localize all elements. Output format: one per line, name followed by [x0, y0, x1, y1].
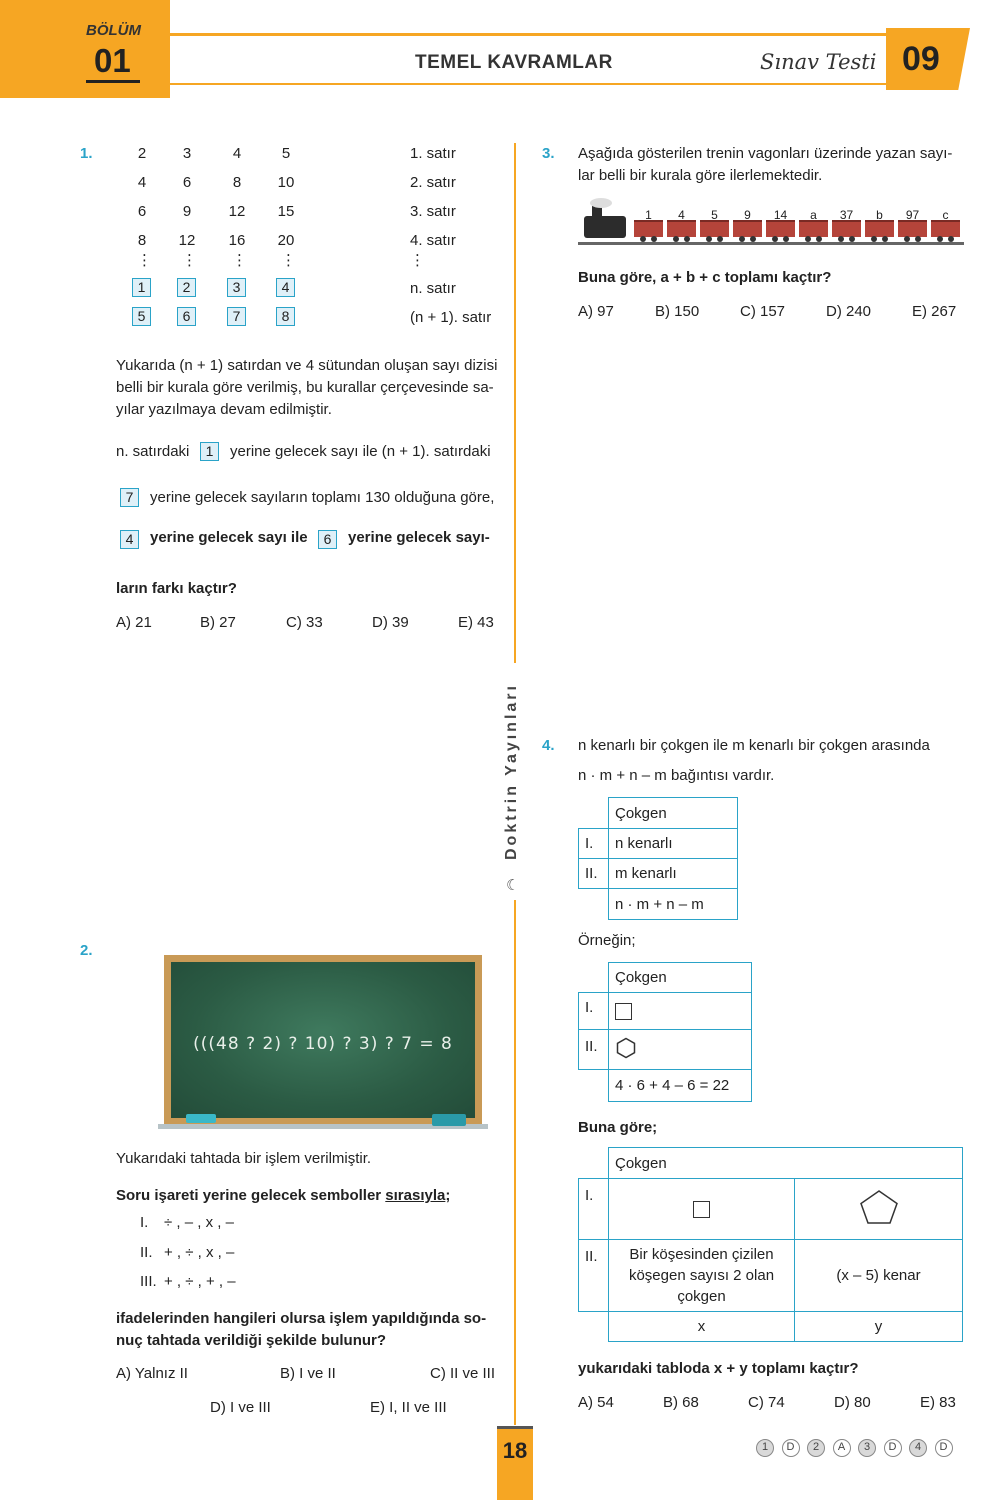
q4-table-question: [578, 1147, 963, 1342]
t3-square-cell: [609, 1179, 795, 1240]
chalkboard: [164, 955, 482, 1127]
test-number: 09: [902, 40, 940, 78]
q1-answer-box: 6: [177, 307, 196, 326]
answer-key-question: 2: [807, 1439, 825, 1457]
q1-cell: 4: [137, 174, 147, 191]
t1-result: n · m + n – m: [609, 889, 738, 920]
q2-option-d[interactable]: D) I ve III: [210, 1399, 271, 1416]
q3-option-d[interactable]: D) 240: [826, 303, 872, 320]
q1-answer-box: 7: [227, 307, 246, 326]
eraser-icon: [186, 1114, 216, 1123]
chalkboard-expression: (((48 ? 2) ? 10) ? 3) ? 7 = 8: [193, 1034, 453, 1054]
q1-cell: 12: [228, 203, 246, 220]
wagon: [931, 220, 960, 237]
q1-line3-b: yerine gelecek sayı-: [348, 529, 490, 546]
wagon: [634, 220, 663, 237]
t2-hexagon-cell: [609, 1030, 752, 1070]
q1-cell: 15: [277, 203, 295, 220]
q1-cell: 8: [232, 174, 242, 191]
q1-number: 1.: [80, 145, 93, 162]
t2-header: Çokgen: [609, 963, 752, 993]
q1-vertical-dots: ⋮: [281, 252, 296, 269]
column-divider-bottom: [514, 900, 516, 1425]
q2-item-2-roman: II.: [140, 1244, 153, 1261]
q1-line3-box1: 4: [120, 530, 139, 549]
q2-option-b[interactable]: B) I ve II: [280, 1365, 336, 1382]
q2-option-e[interactable]: E) I, II ve III: [370, 1399, 447, 1416]
q2-question-1: ifadelerinden hangileri olursa işlem yapıldığında so-: [116, 1310, 487, 1327]
wheel-icon: [816, 236, 822, 242]
q1-answer-box: 4: [276, 278, 295, 297]
wheel-icon: [915, 236, 921, 242]
q1-line1-box: 1: [200, 442, 219, 461]
wagon: [865, 220, 894, 237]
q1-cell: 16: [228, 232, 246, 249]
wheel-icon: [849, 236, 855, 242]
column-divider-top: [514, 143, 516, 663]
locomotive-icon: [584, 216, 626, 238]
t3-row2-right: (x – 5) kenar: [795, 1240, 963, 1312]
t2-result: 4 · 6 + 4 – 6 = 22: [609, 1070, 752, 1102]
q4-table-definition: [578, 797, 738, 920]
wagon-label: 5: [711, 208, 718, 222]
q2-item-3-roman: III.: [140, 1273, 157, 1290]
q1-cell: 10: [277, 174, 295, 191]
q4-question: yukarıdaki tabloda x + y toplamı kaçtır?: [578, 1360, 859, 1377]
wagon-label: 4: [678, 208, 685, 222]
q1-answer-box: 8: [276, 307, 295, 326]
q1-para-3: yılar yazılmaya devam edilmiştir.: [116, 401, 332, 418]
wheel-icon: [805, 236, 811, 242]
wheel-icon: [651, 236, 657, 242]
q1-answer-box: 1: [132, 278, 151, 297]
wheel-icon: [640, 236, 646, 242]
wheel-icon: [673, 236, 679, 242]
publisher-logo-icon: ☾: [506, 877, 520, 894]
q3-line2: lar belli bir kurala göre ilerlemektedir.: [578, 167, 823, 184]
wheel-icon: [882, 236, 888, 242]
wagon: [832, 220, 861, 237]
header-line-bottom: [165, 83, 895, 85]
sinav-testi-label: Sınav Testi: [760, 50, 877, 74]
q4-ornegin: Örneğin;: [578, 932, 636, 949]
wheel-icon: [684, 236, 690, 242]
q1-option-e[interactable]: E) 43: [458, 614, 494, 631]
q1-cell: 12: [178, 232, 196, 249]
t3-roman-1: I.: [579, 1179, 609, 1240]
t3-y: y: [795, 1312, 963, 1342]
q1-line1-b: yerine gelecek sayı ile (n + 1). satırdaki: [230, 443, 491, 460]
q1-row-label: n. satır: [410, 280, 456, 297]
wheel-icon: [706, 236, 712, 242]
q3-option-e[interactable]: E) 267: [912, 303, 957, 320]
wheel-icon: [717, 236, 723, 242]
q1-row-label: 4. satır: [410, 232, 456, 249]
q1-row-label: 2. satır: [410, 174, 456, 191]
q3-option-c[interactable]: C) 157: [740, 303, 786, 320]
publisher-side-label: Doktrin Yayınları: [503, 683, 520, 860]
q2-option-c[interactable]: C) II ve III: [430, 1365, 496, 1382]
chalkboard-surface: [171, 962, 475, 1118]
q4-buna-gore: Buna göre;: [578, 1119, 658, 1136]
q1-option-c[interactable]: C) 33: [286, 614, 323, 631]
q3-option-a[interactable]: A) 97: [578, 303, 614, 320]
q1-line3-a: yerine gelecek sayı ile: [150, 529, 308, 546]
q1-answer-box: 5: [132, 307, 151, 326]
hexagon-icon: [615, 1037, 637, 1059]
t1-row-2: m kenarlı: [609, 859, 738, 889]
wheel-icon: [838, 236, 844, 242]
q1-answer-box: 2: [177, 278, 196, 297]
q1-line2-box: 7: [120, 488, 139, 507]
q3-number: 3.: [542, 145, 555, 162]
wheel-icon: [904, 236, 910, 242]
q1-row-label: 1. satır: [410, 145, 456, 162]
wheel-icon: [783, 236, 789, 242]
square-icon: [615, 1003, 632, 1020]
q2-line2-underlined: sırasıyla: [385, 1187, 446, 1204]
t2-square-cell: [609, 993, 752, 1030]
wheel-icon: [750, 236, 756, 242]
chalk-eraser-icon: [432, 1114, 466, 1126]
t3-pentagon-cell: [795, 1179, 963, 1240]
wagon-label: a: [810, 208, 817, 222]
t2-roman-1: I.: [579, 993, 609, 1030]
wagon: [898, 220, 927, 237]
t3-row2-left: Bir köşesinden çizilen köşegen sayısı 2 olan çokgen: [609, 1240, 795, 1312]
answer-key-answer: A: [833, 1439, 851, 1457]
q2-line2: [116, 1187, 450, 1204]
header-line: [165, 33, 895, 36]
q1-row-label: 3. satır: [410, 203, 456, 220]
q1-cell: 4: [232, 145, 242, 162]
q2-item-3-text: + , ÷ , + , –: [164, 1273, 236, 1290]
wagon-label: 97: [905, 208, 920, 222]
page-number: 18: [502, 1438, 528, 1463]
q1-option-a[interactable]: A) 21: [116, 614, 152, 631]
q1-row-label: (n + 1). satır: [410, 309, 492, 326]
q2-number: 2.: [80, 942, 93, 959]
wagon-label: b: [876, 208, 883, 222]
q1-line3-box2: 6: [318, 530, 337, 549]
q1-answer-box: 3: [227, 278, 246, 297]
bolum-number: 01: [94, 42, 131, 79]
t3-roman-2: II.: [579, 1240, 609, 1312]
q3-question: Buna göre, a + b + c toplamı kaçtır?: [578, 269, 832, 286]
wagon: [799, 220, 828, 237]
q1-line1-a: n. satırdaki: [116, 443, 190, 460]
answer-key-question: 4: [909, 1439, 927, 1457]
q2-line1: Yukarıdaki tahtada bir işlem verilmiştir.: [116, 1150, 372, 1167]
q4-table-example: [578, 962, 752, 1102]
q4-option-c[interactable]: C) 74: [748, 1394, 785, 1411]
q1-label-dots: ⋮: [410, 252, 425, 269]
t1-header: Çokgen: [609, 798, 738, 829]
q1-cell: 9: [182, 203, 192, 220]
t1-roman-1: I.: [579, 829, 609, 859]
q1-cell: 5: [281, 145, 291, 162]
q1-cell: 3: [182, 145, 192, 162]
q1-para-2: belli bir kurala göre verilmiş, bu kurallar çerçevesinde sa-: [116, 379, 494, 396]
header-band: [0, 0, 170, 98]
q4-option-e[interactable]: E) 83: [920, 1394, 956, 1411]
answer-key-question: 1: [756, 1439, 774, 1457]
q2-line2-b: ;: [445, 1187, 451, 1204]
bolum-label: BÖLÜM: [86, 22, 141, 39]
wheel-icon: [871, 236, 877, 242]
q4-option-a[interactable]: A) 54: [578, 1394, 614, 1411]
q2-item-1-roman: I.: [140, 1214, 149, 1231]
wagon-label: 1: [645, 208, 652, 222]
t3-x: x: [609, 1312, 795, 1342]
q1-question-end: ların farkı kaçtır?: [116, 580, 237, 597]
q2-item-2-text: + , ÷ , x , –: [164, 1244, 235, 1261]
q1-cell: 6: [182, 174, 192, 191]
wagon-label: 9: [744, 208, 751, 222]
q2-line2-a: Soru işareti yerine gelecek semboller: [116, 1187, 386, 1204]
wagon: [766, 220, 795, 237]
q1-cell: 20: [277, 232, 295, 249]
q2-question-2: nuç tahtada verildiği şekilde bulunur?: [116, 1332, 387, 1349]
q1-cell: 2: [137, 145, 147, 162]
q3-option-b[interactable]: B) 150: [655, 303, 700, 320]
answer-key-question: 3: [858, 1439, 876, 1457]
q4-number: 4.: [542, 737, 555, 754]
q1-option-d[interactable]: D) 39: [372, 614, 409, 631]
train-rail: [578, 242, 964, 245]
t1-roman-2: II.: [579, 859, 609, 889]
q1-line2-b: yerine gelecek sayıların toplamı 130 olduğuna göre,: [150, 489, 495, 506]
answer-key-answer: D: [782, 1439, 800, 1457]
wheel-icon: [772, 236, 778, 242]
t3-header: Çokgen: [609, 1148, 963, 1179]
q2-option-a[interactable]: A) Yalnız II: [116, 1365, 188, 1382]
pentagon-icon: [859, 1189, 899, 1225]
t1-row-1: n kenarlı: [609, 829, 738, 859]
q4-line1: n kenarlı bir çokgen ile m kenarlı bir çokgen arasında: [578, 737, 930, 754]
wheel-icon: [937, 236, 943, 242]
q1-vertical-dots: ⋮: [182, 252, 197, 269]
wagon: [700, 220, 729, 237]
q1-cell: 6: [137, 203, 147, 220]
square-icon: [693, 1201, 710, 1218]
q4-line2: n · m + n – m bağıntısı vardır.: [578, 767, 775, 784]
q1-para-1: Yukarıda (n + 1) satırdan ve 4 sütundan oluşan sayı dizisi: [116, 357, 498, 374]
q3-line1: Aşağıda gösterilen trenin vagonları üzerinde yazan sayı-: [578, 145, 953, 162]
wagon-label: c: [942, 208, 949, 222]
t2-roman-2: II.: [579, 1030, 609, 1070]
q4-option-d[interactable]: D) 80: [834, 1394, 871, 1411]
smoke-icon: [590, 198, 612, 208]
train-illustration: [578, 196, 964, 248]
wheel-icon: [739, 236, 745, 242]
q1-option-b[interactable]: B) 27: [200, 614, 236, 631]
q1-cell: 8: [137, 232, 147, 249]
q1-vertical-dots: ⋮: [137, 252, 152, 269]
q4-option-b[interactable]: B) 68: [663, 1394, 699, 1411]
answer-key-answer: D: [884, 1439, 902, 1457]
wagon-label: 14: [773, 208, 788, 222]
wagon-label: 37: [839, 208, 854, 222]
wagon: [667, 220, 696, 237]
page-title: TEMEL KAVRAMLAR: [415, 52, 613, 73]
answer-key-answer: D: [935, 1439, 953, 1457]
q2-item-1-text: ÷ , – , x , –: [164, 1214, 234, 1231]
wheel-icon: [948, 236, 954, 242]
wagon: [733, 220, 762, 237]
bolum-underline: [86, 80, 140, 83]
q1-vertical-dots: ⋮: [232, 252, 247, 269]
page-number-topbar: [497, 1426, 533, 1429]
